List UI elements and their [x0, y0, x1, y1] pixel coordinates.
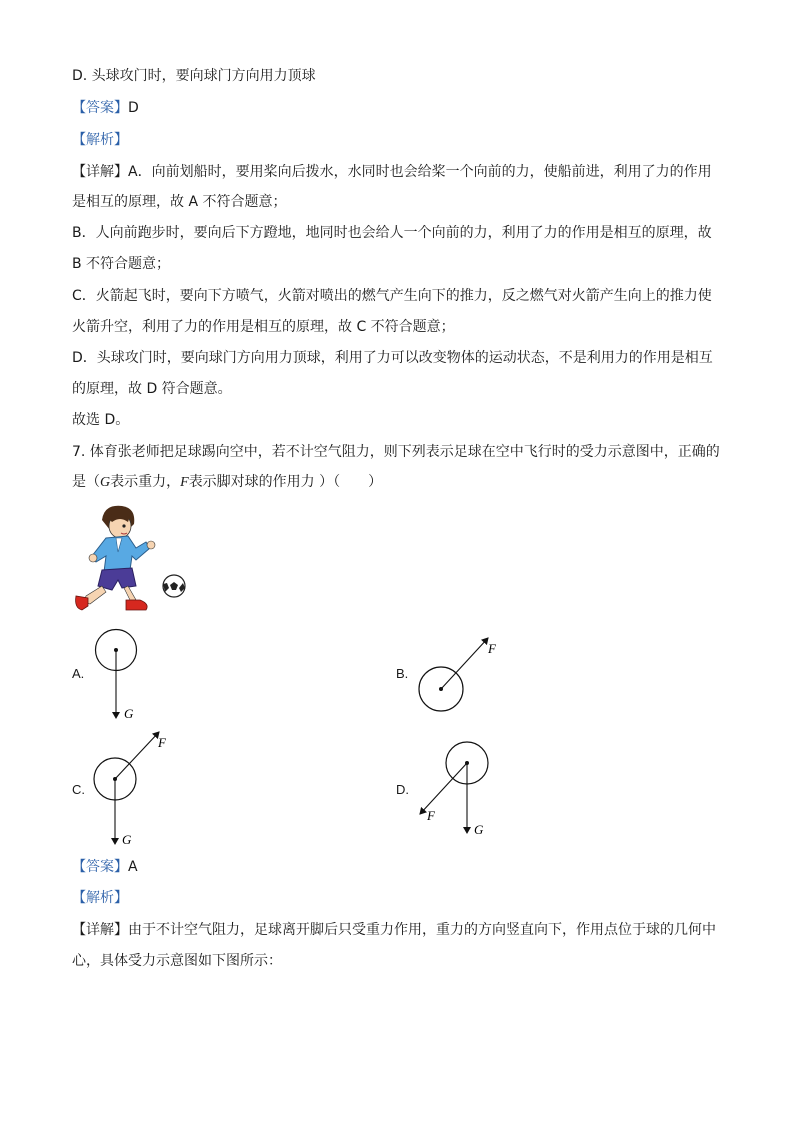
q7-detail-line: 心，具体受力示意图如下图所示： — [72, 953, 282, 969]
option-d-diagram[interactable] — [412, 736, 512, 840]
stem-text: 是（ — [72, 474, 100, 490]
stem-symbol-f: F — [180, 475, 189, 490]
kick-force-arrow — [420, 763, 467, 814]
detail-text: A．向前划船时，要用桨向后拨水，水同时也会给桨一个向前的力，使船前进，利用了力的作用 — [128, 164, 712, 180]
gravity-label: G — [474, 822, 484, 837]
detail-tag: 【详解】 — [72, 164, 128, 180]
q6-detail-line: 是相互的原理，故 A 不符合题意； — [72, 194, 287, 210]
q6-detail-line: D．头球攻门时，要向球门方向用力顶球，利用了力可以改变物体的运动状态，不是利用力的作用是相互 — [72, 350, 713, 366]
option-c-diagram[interactable] — [88, 726, 188, 851]
kick-force-label: F — [488, 641, 496, 656]
kick-force-arrow — [115, 732, 159, 779]
option-a-diagram[interactable] — [90, 626, 160, 726]
boy-kicking-ball-illustration — [66, 500, 196, 620]
option-d-label[interactable]: D. — [396, 782, 409, 797]
option-b-label[interactable]: B. — [396, 666, 409, 681]
answer-value: D — [128, 100, 139, 116]
stem-text: 表示脚对球的作用力 ）（ ） — [188, 474, 383, 490]
q6-analysis-tag: 【解析】 — [72, 132, 128, 148]
q6-conclusion: 故选 D。 — [72, 412, 130, 428]
q7-stem-line2 — [72, 472, 382, 493]
answer-tag: 【答案】 — [72, 100, 128, 116]
q6-detail-line: B 不符合题意； — [72, 256, 171, 272]
q7-stem-line1: 7. 体育张老师把足球踢向空中，若不计空气阻力，则下列表示足球在空中飞行时的受力示意图中，正确的 — [72, 444, 720, 460]
detail-text: 由于不计空气阻力，足球离开脚后只受重力作用，重力的方向竖直向下，作用点位于球的几何中 — [128, 922, 716, 938]
q6-detail-line: C．火箭起飞时，要向下方喷气，火箭对喷出的燃气产生向下的推力，反之燃气对火箭产生向上的推力使 — [72, 288, 712, 304]
q6-detail-line: 的原理，故 D 符合题意。 — [72, 381, 232, 397]
q6-answer — [72, 98, 139, 118]
q6-detail-line: B．人向前跑步时，要向后下方蹬地，地同时也会给人一个向前的力，利用了力的作用是相互的原理，故 — [72, 225, 712, 241]
q6-detail-line — [72, 162, 712, 182]
q7-detail-line — [72, 920, 716, 940]
q6-option-d: D. 头球攻门时，要向球门方向用力顶球 — [72, 68, 316, 84]
gravity-label: G — [124, 706, 134, 721]
q6-detail-line: 火箭升空，利用了力的作用是相互的原理，故 C 不符合题意； — [72, 319, 455, 335]
kick-force-label: F — [427, 808, 435, 823]
answer-tag: 【答案】 — [72, 859, 128, 875]
option-c-label[interactable]: C. — [72, 782, 85, 797]
stem-text: 表示重力， — [110, 474, 181, 490]
kick-force-label: F — [158, 735, 166, 750]
option-b-diagram[interactable] — [412, 630, 512, 720]
detail-tag: 【详解】 — [72, 922, 128, 938]
stem-symbol-g: G — [100, 475, 111, 490]
q7-analysis-tag: 【解析】 — [72, 890, 128, 906]
option-a-label[interactable]: A. — [72, 666, 85, 681]
q7-answer — [72, 857, 138, 877]
answer-value: A — [128, 859, 138, 875]
kick-force-arrow — [441, 638, 488, 689]
gravity-label: G — [122, 832, 132, 847]
